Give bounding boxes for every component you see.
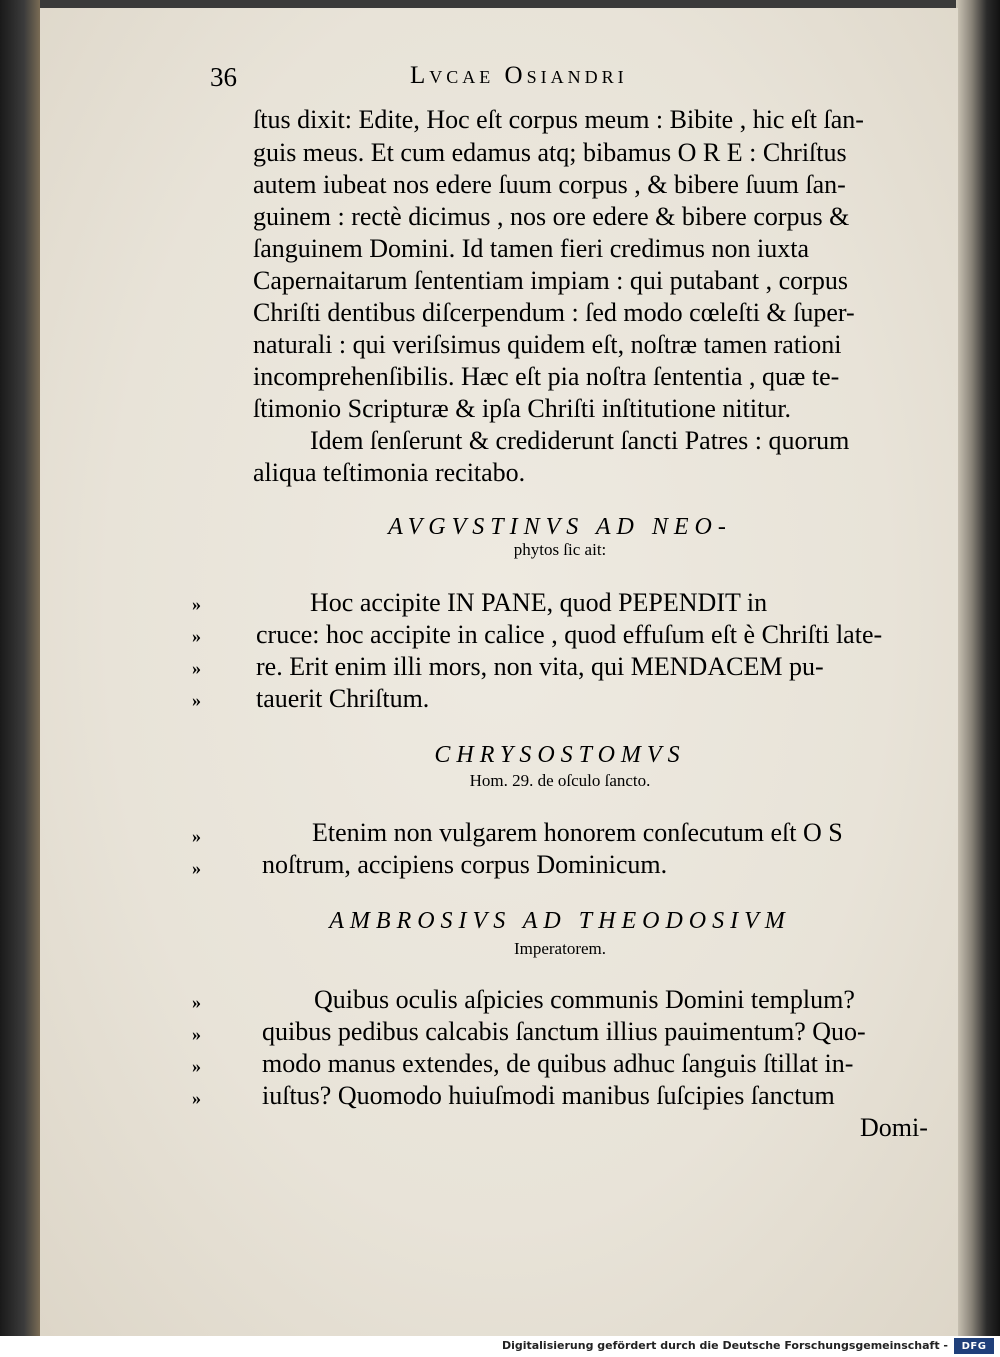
quote-mark: » bbox=[192, 1024, 201, 1044]
quote-line: modo manus extendes, de quibus adhuc ſanguis ſtillat in- bbox=[262, 1049, 854, 1078]
quote-line: quibus pedibus calcabis ſanctum illius pauimentum? Quo- bbox=[262, 1017, 866, 1046]
body-line: ſtus dixit: Edite, Hoc eſt corpus meum : Bibite , hic eſt ſan- bbox=[253, 105, 864, 134]
quote-line: Etenim non vulgarem honorem conſecutum eſt O S bbox=[312, 818, 843, 847]
quote-mark: » bbox=[192, 826, 201, 846]
body-line: guis meus. Et cum edamus atq; bibamus O R E : Chriſtus bbox=[253, 138, 847, 167]
quote-line: Hoc accipite IN PANE, quod PEPENDIT in bbox=[310, 588, 768, 617]
section-heading: AMBROSIVS AD THEODOSIVM bbox=[329, 908, 791, 934]
running-title: Lvcae Osiandri bbox=[410, 62, 628, 89]
dfg-logo: DFG bbox=[954, 1338, 994, 1354]
section-heading: CHRYSOSTOMVS bbox=[434, 742, 686, 768]
body-line: Chriſti dentibus diſcerpendum : ſed modo cœleſti & ſuper- bbox=[253, 298, 855, 327]
quote-line: re. Erit enim illi mors, non vita, qui MENDACEM pu- bbox=[256, 652, 824, 681]
scan-edge-right bbox=[956, 0, 1000, 1336]
quote-line: tauerit Chriſtum. bbox=[256, 684, 430, 713]
body-line: naturali : qui veriſsimus quidem eſt, noſtræ tamen rationi bbox=[253, 330, 842, 359]
quote-line: cruce: hoc accipite in calice , quod effuſum eſt è Chriſti late- bbox=[256, 620, 883, 649]
section-subheading: Imperatorem. bbox=[513, 939, 607, 958]
body-line: Idem ſenſerunt & crediderunt ſancti Patres : quorum bbox=[310, 426, 850, 455]
quote-line: iuſtus? Quomodo huiuſmodi manibus ſuſcipies ſanctum bbox=[262, 1081, 835, 1110]
scan-edge-left bbox=[0, 0, 40, 1336]
section-subheading: Hom. 29. de oſculo ſancto. bbox=[469, 771, 651, 790]
body-line: ſtimonio Scripturæ & ipſa Chriſti inſtitutione nititur. bbox=[253, 394, 792, 423]
body-line: ſanguinem Domini. Id tamen fieri credimus non iuxta bbox=[253, 234, 809, 263]
quote-mark: » bbox=[192, 1056, 201, 1076]
body-line: aliqua teſtimonia recitabo. bbox=[253, 458, 526, 487]
quote-mark: » bbox=[192, 658, 201, 678]
footer-bar bbox=[0, 1336, 1000, 1357]
quote-mark: » bbox=[192, 858, 201, 878]
body-line: incomprehenſibilis. Hæc eſt pia noſtra ſententia , quæ te- bbox=[253, 362, 840, 391]
section-heading: AVGVSTINVS AD NEO- bbox=[388, 514, 732, 540]
quote-line: noſtrum, accipiens corpus Dominicum. bbox=[262, 850, 668, 879]
catchword: Domi- bbox=[860, 1113, 928, 1142]
page-number: 36 bbox=[210, 62, 237, 92]
quote-mark: » bbox=[192, 992, 201, 1012]
quote-mark: » bbox=[192, 1088, 201, 1108]
quote-mark: » bbox=[192, 594, 201, 614]
running-head bbox=[210, 62, 910, 96]
quote-mark: » bbox=[192, 626, 201, 646]
quote-mark: » bbox=[192, 690, 201, 710]
body-line: autem iubeat nos edere ſuum corpus , & bibere ſuum ſan- bbox=[253, 170, 846, 199]
quote-line: Quibus oculis aſpicies communis Domini templum? bbox=[314, 985, 855, 1014]
body-line: Capernaitarum ſententiam impiam : qui putabant , corpus bbox=[253, 266, 848, 295]
footer-credit: Digitalisierung gefördert durch die Deutsche Forschungsgemeinschaft - bbox=[501, 1339, 948, 1352]
section-subheading: phytos ſic ait: bbox=[513, 540, 607, 559]
body-line: guinem : rectè dicimus , nos ore edere & bibere corpus & bbox=[253, 202, 850, 231]
